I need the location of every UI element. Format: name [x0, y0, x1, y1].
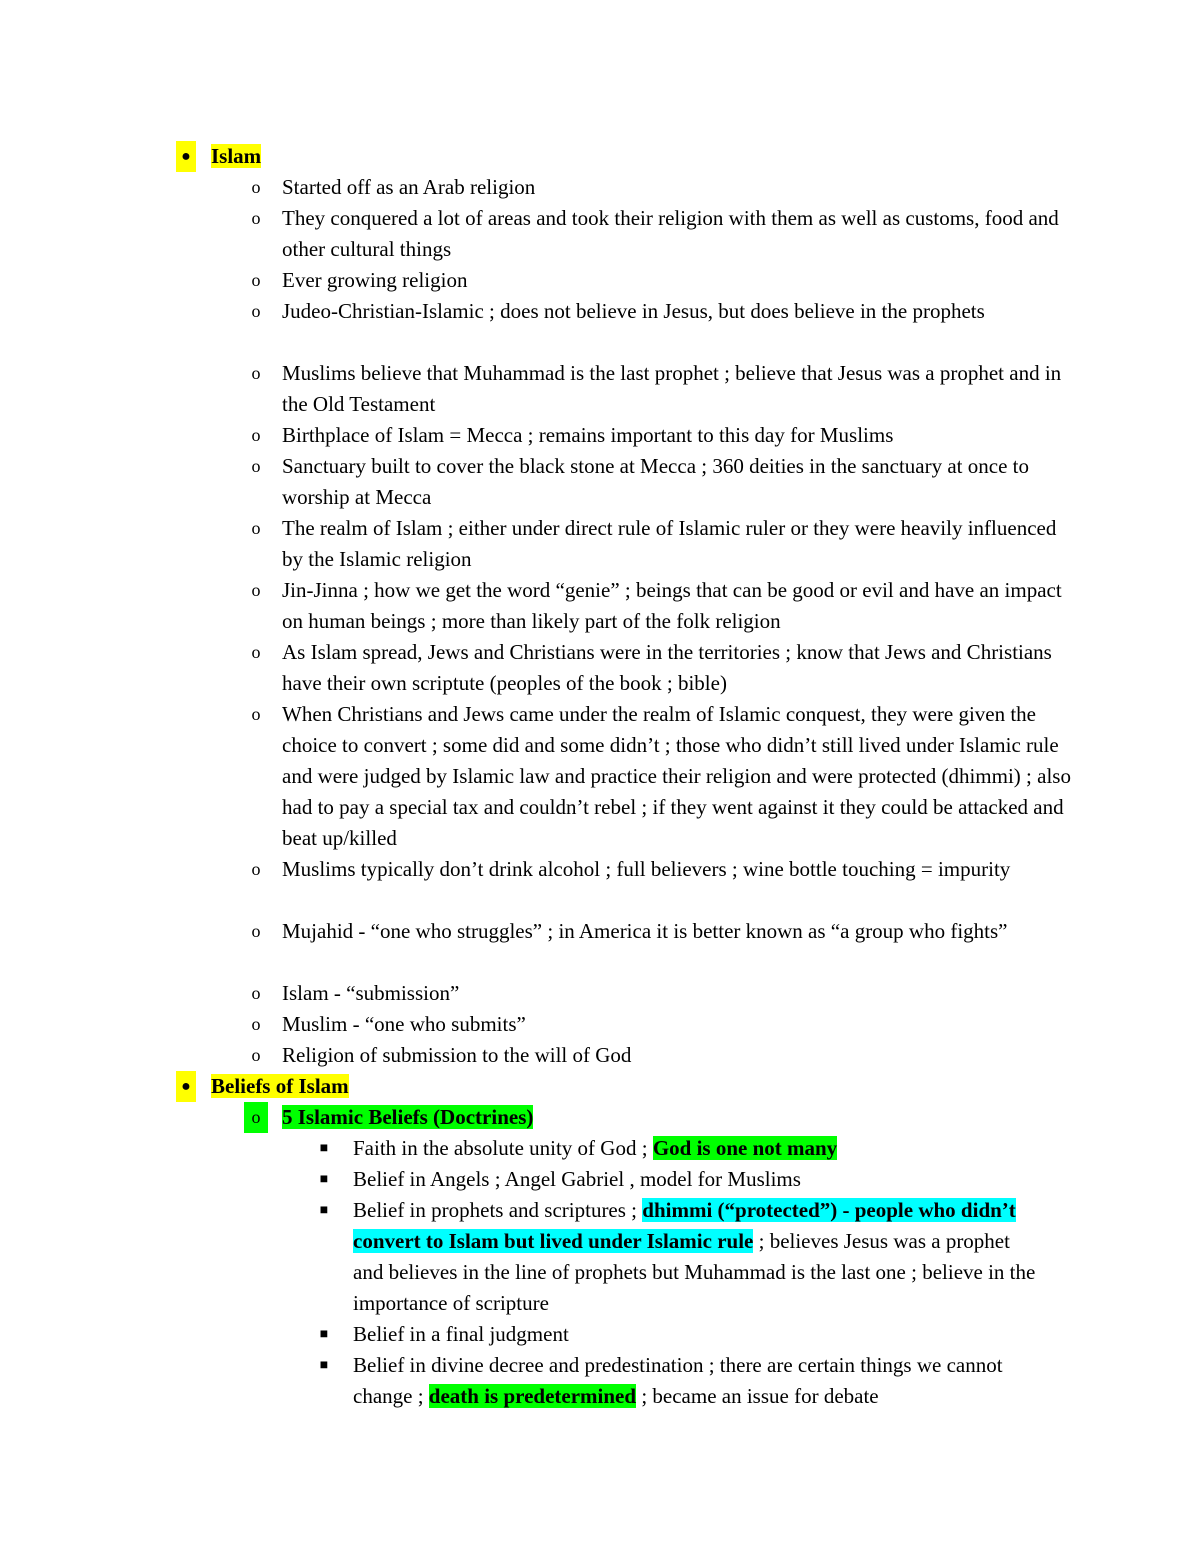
list-item: When Christians and Jews came under the realm of Islamic conquest, they were given the choice to convert ; some did and some didn’t ; those who didn’t still lived under Islamic rule and were judged by Islamic law and practice their religion and were protected (dhimmi) ; also had to pay a special tax and couldn’t rebel ; if they went against it they could be attacked and beat up/killed: [282, 702, 1071, 850]
belief-item: [353, 1195, 1043, 1319]
circle-marker: o: [244, 1102, 268, 1133]
belief-text-after: ; believes Jesus was a prophet and believes in the line of prophets but Muhammad is the last one ; believe in the importance of scripture: [353, 1229, 1036, 1315]
section-heading-islam: [211, 141, 1091, 172]
subheading-doctrines: [282, 1102, 1072, 1133]
belief-text: Faith in the absolute unity of God ;: [353, 1136, 653, 1160]
belief-text: Belief in Angels ; Angel Gabriel , model for Muslims: [353, 1167, 801, 1191]
list-item: Muslims believe that Muhammad is the last prophet ; believe that Jesus was a prophet and in the Old Testament: [282, 361, 1062, 416]
square-marker: ■: [319, 1172, 329, 1187]
belief-item: [353, 1319, 1043, 1350]
list-item: The realm of Islam ; either under direct rule of Islamic ruler or they were heavily influenced by the Islamic religion: [282, 516, 1057, 571]
circle-marker: o: [251, 704, 261, 724]
square-marker: ■: [319, 1358, 329, 1373]
circle-marker: o: [251, 1014, 261, 1034]
belief-item: [353, 1133, 1043, 1164]
circle-marker: o: [251, 921, 261, 941]
circle-marker: o: [251, 1045, 261, 1065]
list-item: Started off as an Arab religion: [282, 175, 536, 199]
belief-text: Belief in divine decree and predestination ; there are certain things we cannot change ;: [353, 1353, 1003, 1408]
bullet-marker: ●: [176, 141, 196, 172]
circle-marker: o: [251, 983, 261, 1003]
list-item: Mujahid - “one who struggles” ; in America it is better known as “a group who fights”: [282, 919, 1008, 943]
list-item: Religion of submission to the will of God: [282, 1043, 632, 1067]
circle-marker: o: [251, 208, 261, 228]
section-heading-beliefs: [211, 1071, 1091, 1102]
list-item: As Islam spread, Jews and Christians were in the territories ; know that Jews and Christians have their own scriptute (peoples of the book ; bible): [282, 640, 1052, 695]
circle-marker: o: [251, 518, 261, 538]
circle-marker: o: [251, 301, 261, 321]
heading-text: Beliefs of Islam: [211, 1074, 349, 1098]
square-marker: ■: [319, 1327, 329, 1342]
belief-highlight: death is predetermined: [428, 1384, 637, 1408]
belief-highlight: dhimmi (“protected”) - people who didn’t convert to Islam but lived under Islamic rule: [353, 1198, 1016, 1253]
list-item: Birthplace of Islam = Mecca ; remains important to this day for Muslims: [282, 423, 894, 447]
list-item: Ever growing religion: [282, 268, 468, 292]
list-item: Sanctuary built to cover the black stone at Mecca ; 360 deities in the sanctuary at once to worship at Mecca: [282, 454, 1029, 509]
circle-marker: o: [251, 177, 261, 197]
belief-item: [353, 1350, 1043, 1412]
circle-marker: o: [251, 363, 261, 383]
belief-highlight: God is one not many: [652, 1136, 838, 1160]
list-item: Muslims typically don’t drink alcohol ; full believers ; wine bottle touching = impurity: [282, 857, 1011, 881]
belief-text-after: ; became an issue for debate: [636, 1384, 879, 1408]
circle-marker: o: [251, 270, 261, 290]
circle-marker: o: [251, 456, 261, 476]
list-item: Muslim - “one who submits”: [282, 1012, 526, 1036]
square-marker: ■: [319, 1141, 329, 1156]
belief-text: Belief in prophets and scriptures ;: [353, 1198, 643, 1222]
belief-item: [353, 1164, 1043, 1195]
circle-marker: o: [251, 859, 261, 879]
belief-text: Belief in a final judgment: [353, 1322, 569, 1346]
list-item: Jin-Jinna ; how we get the word “genie” ; beings that can be good or evil and have an impact on human beings ; more than likely part of the folk religion: [282, 578, 1062, 633]
subheading-text: 5 Islamic Beliefs (Doctrines): [282, 1105, 534, 1129]
list-item: Islam - “submission”: [282, 981, 460, 1005]
heading-text: Islam: [211, 144, 262, 168]
bullet-marker: ●: [176, 1071, 196, 1102]
circle-marker: o: [251, 425, 261, 445]
list-item: They conquered a lot of areas and took their religion with them as well as customs, food and other cultural things: [282, 206, 1059, 261]
list-item: Judeo-Christian-Islamic ; does not believe in Jesus, but does believe in the prophets: [282, 299, 985, 323]
square-marker: ■: [319, 1203, 329, 1218]
circle-marker: o: [251, 580, 261, 600]
circle-marker: o: [251, 642, 261, 662]
